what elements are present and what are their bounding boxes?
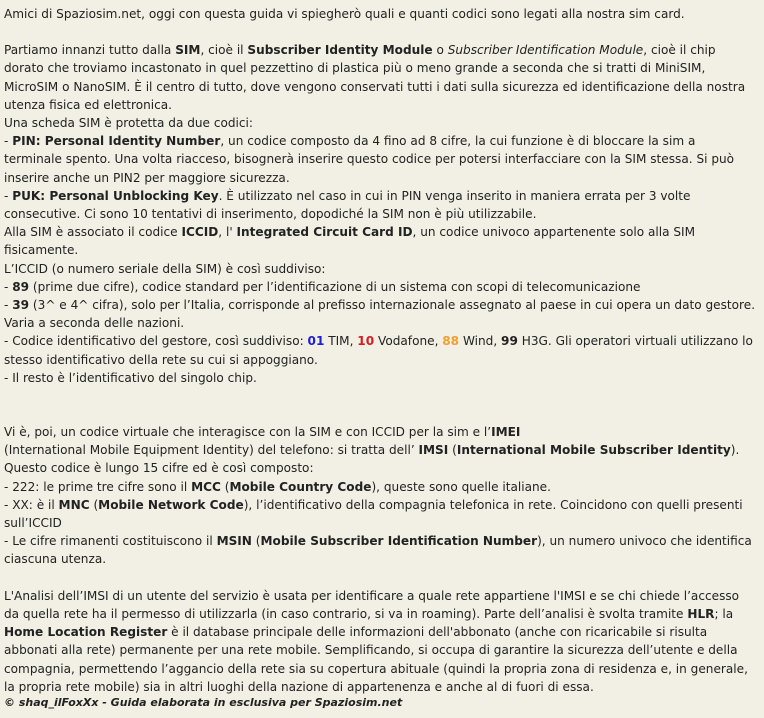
term-imsi-full: International Mobile Subscriber Identity [456,443,731,458]
resto-item: - Il resto è l’identificativo del singolo chip. [4,370,257,385]
iccid-item-89: - 89 (prime due cifre), codice standard per l’identificazione di un sistema con scopi di telecomunicazione [4,279,641,294]
code-tim: 01 [307,334,325,349]
term-iccid-full: Integrated Circuit Card ID [236,225,413,240]
codes-intro: Una scheda SIM è protetta da due codici: [4,116,253,131]
term-pin: PIN: Personal Identity Number [12,134,221,149]
term-iccid: ICCID [181,225,219,240]
code-h3g: 99 [501,334,518,349]
puk-item: - PUK: Personal Unblocking Key. È utilizzato nel caso in cui in PIN venga inserito in maniera errata per 3 volte consecutive. Ci sono 10 tentativi di inserimento, dopodiché la SIM non è più utilizzabile. [4,188,691,222]
article-body [4,5,756,696]
term-sim-alt: Subscriber Identification Module [447,43,644,58]
iccid-item-39: - 39 (3^ e 4^ cifra), solo per l’Italia, corrisponde al prefisso internazionale assegnato al paese in cui opera un dato gestore. [4,298,756,313]
sim-paragraph: Partiamo innanzi tutto dalla SIM, cioè il Subscriber Identity Module o Subscriber Identification Module, cioè il chip dorato che troviamo incastonato in quel pezzettino di plastica più o meno grande a seconda che si tratti di MiniSIM, MicroSIM o NanoSIM. È il centro di tutto, dove vengono conservati tutti i dati sulla sicurezza ed identificazione della nostra utenza fisica ed elettronica. [4,43,746,112]
term-sim: SIM [175,43,201,58]
intro-paragraph: Amici di Spaziosim.net, oggi con questa guida vi spiegherò quali e quanti codici sono legati alla nostra sim card. [4,7,685,21]
term-puk: PUK: Personal Unblocking Key [12,188,219,203]
varia-line: Varia a seconda delle nazioni. [4,316,185,331]
msin-item: - Le cifre rimanenti costituiscono il MSIN (Mobile Subscriber Identification Number), un numero univoco che identifica ciascuna utenza. [4,534,752,567]
term-hlr: HLR [687,606,715,621]
term-hlr-full: Home Location Register [4,625,168,640]
footer-credit: © shaq_ilFoxXx - Guida elaborata in esclusiva per Spaziosim.net [4,696,403,709]
pin-item: - PIN: Personal Identity Number, un codice composto da 4 fino ad 8 cifre, la cui funzione è di bloccare la sim a terminale spento. Una volta riacceso, bisognerà inserire questo codice per potersi interfacciare con la SIM stessa. Si può inserire anche un PIN2 per maggiore sicurezza. [4,134,735,185]
code-wind: 88 [442,334,460,349]
iccid-intro: L’ICCID (o numero seriale della SIM) è così suddiviso: [4,261,326,276]
mcc-item: - 222: le prime tre cifre sono il MCC (Mobile Country Code), queste sono quelle italiane. [4,479,551,494]
term-imsi: IMSI [418,443,449,458]
mnc-item: - XX: è il MNC (Mobile Network Code), l’identificativo della compagnia telefonica in rete. Coincidono con quelli presenti sull’ICCID [4,497,743,531]
term-imei: IMEI [491,425,521,440]
iccid-paragraph: Alla SIM è associato il codice ICCID, l' Integrated Circuit Card ID, un codice univoco appartenente solo alla SIM fisicamente. [4,225,696,258]
term-sim-full: Subscriber Identity Module [247,43,433,58]
analisi-paragraph: L'Analisi dell’IMSI di un utente del servizio è usata per identificare a quale rete appartiene l'IMSI e se chi chiede l’accesso da quella rete ha il permesso di utilizzarla (in caso contrario, si va in roaming). Parte dell’analisi è svolta tramite HLR; la Home Location Register è il database principale delle informazioni dell'abbonato (anche con ricaricabile si risulta abbonati alla rete) permanente per una rete mobile. Semplificando, si occupa di garantire la sicurezza dell’utente e della compagnia, permettendo l’aggancio della rete sia su copertura abituale (quindi la propria zona di residenza e, in generale, la propria rete mobile) sia in altri luoghi della nazione di appartenenza e anche al di fuori di essa. [4,588,748,694]
imei-paragraph: Vi è, poi, un codice virtuale che interagisce con la SIM e con ICCID per la sim e l’IMEI (International Mobile Equipment Identity) del telefono: si tratta dell’ IMSI (International Mobile Subscriber Identity). Questo codice è lungo 15 cifre ed è così composto: [4,425,740,476]
operators-item: - Codice identificativo del gestore, così suddiviso: 01 TIM, 10 Vodafone, 88 Wind, 99 H3G. Gli operatori virtuali utilizzano lo stesso identificativo della rete su cui si appoggiano. [4,334,753,367]
code-vodafone: 10 [357,334,375,349]
